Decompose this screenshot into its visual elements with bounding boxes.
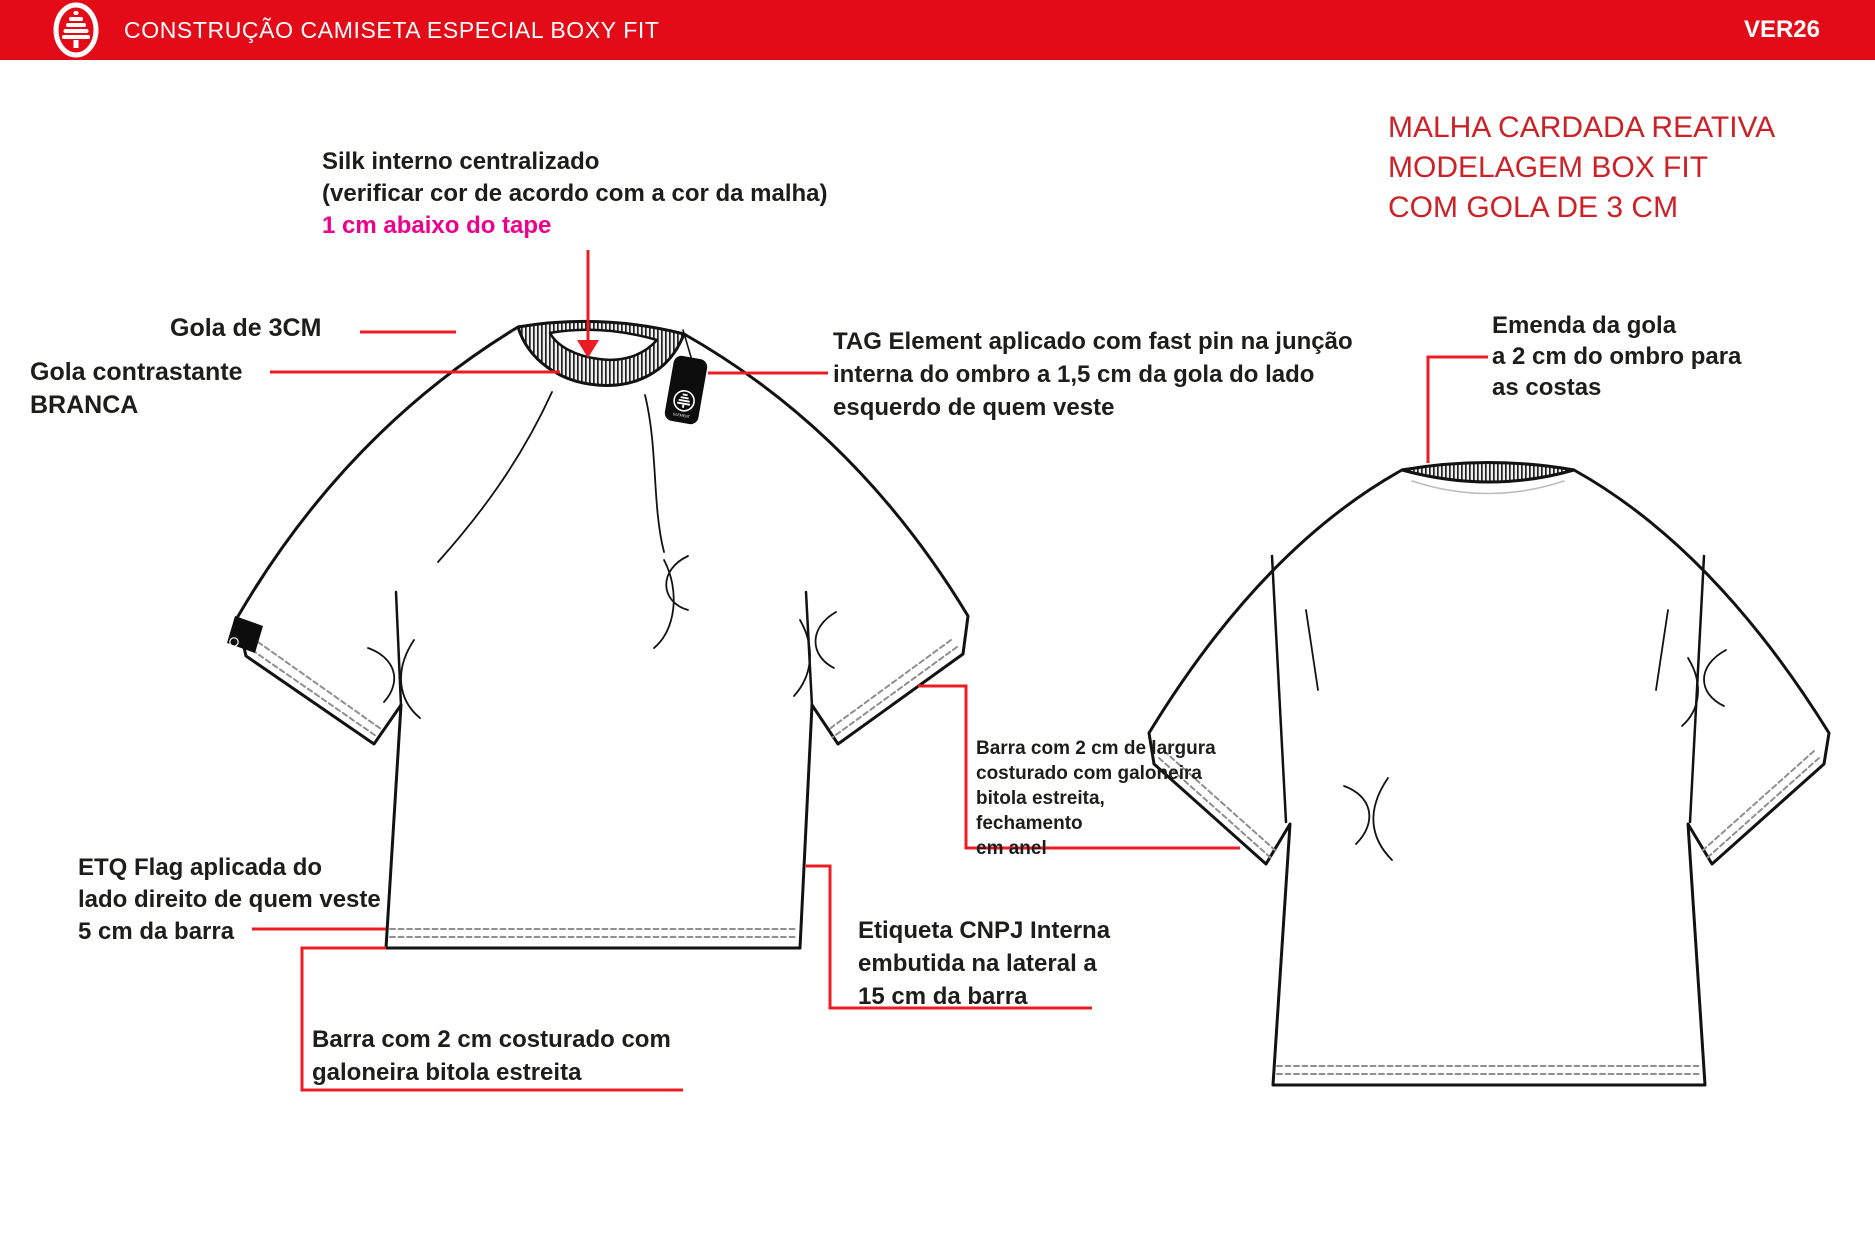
back-body-outline (1149, 463, 1829, 1085)
annotation-text: COM GOLA DE 3 CM (1388, 191, 1679, 224)
annotation-text-highlight: 1 cm abaixo do tape (322, 212, 552, 239)
annotation-text: embutida na lateral a (858, 950, 1097, 977)
annotation-text: lado direito de quem veste (78, 886, 381, 913)
annotation-text: BRANCA (30, 391, 139, 419)
annotation-text: a 2 cm do ombro para (1492, 343, 1742, 370)
annotation-text: ETQ Flag aplicada do (78, 854, 323, 881)
annotation-text: galoneira bitola estreita (312, 1059, 582, 1086)
annotation-text: em anel (976, 838, 1047, 859)
annotation-text: bitola estreita, (976, 788, 1105, 809)
element-logo-icon (52, 2, 100, 58)
version-label: VER26 (1743, 16, 1820, 43)
annotation-text: interna do ombro a 1,5 cm da gola do lado (833, 361, 1315, 388)
annotation-barra-manga (976, 736, 1216, 861)
annotation-text: MODELAGEM BOX FIT (1388, 151, 1709, 184)
annotation-text: Gola de 3CM (170, 314, 322, 342)
annotation-gola-contrastante (30, 356, 243, 422)
annotation-text: Barra com 2 cm costurado com (312, 1026, 671, 1053)
annotation-text: fechamento (976, 813, 1083, 834)
annotation-text: Etiqueta CNPJ Interna (858, 917, 1111, 944)
annotation-etq-flag (78, 852, 381, 948)
annotation-emenda-gola (1492, 310, 1741, 403)
annotation-text: esquerdo de quem veste (833, 394, 1115, 421)
page-title: CONSTRUÇÃO CAMISETA ESPECIAL BOXY FIT (124, 16, 660, 43)
annotation-malha-note (1388, 108, 1775, 228)
svg-text:ELEMENT: ELEMENT (672, 412, 691, 420)
annotation-text: Emenda da gola (1492, 312, 1677, 339)
annotation-text: Barra com 2 cm de largura (976, 738, 1216, 759)
annotation-text: 5 cm da barra (78, 918, 235, 945)
annotation-text: as costas (1492, 374, 1602, 401)
annotation-silk (322, 146, 828, 242)
back-shirt-drawing (1149, 463, 1829, 1086)
annotation-text: costurado com galoneira (976, 763, 1202, 784)
annotation-text: (verificar cor de acordo com a cor da malha) (322, 180, 828, 207)
annotation-tag-element (833, 325, 1353, 424)
annotation-barra-corpo (312, 1023, 671, 1089)
annotation-text: MALHA CARDADA REATIVA (1388, 111, 1776, 144)
annotation-text: Silk interno centralizado (322, 148, 600, 175)
leader-emenda-gola (1428, 357, 1488, 463)
annotation-text: TAG Element aplicado com fast pin na junção (833, 328, 1353, 355)
header-bar (0, 0, 1875, 60)
annotation-text: Gola contrastante (30, 358, 243, 386)
annotation-text: 15 cm da barra (858, 983, 1028, 1010)
annotation-cnpj (858, 914, 1110, 1013)
annotation-gola-3cm (170, 314, 321, 343)
